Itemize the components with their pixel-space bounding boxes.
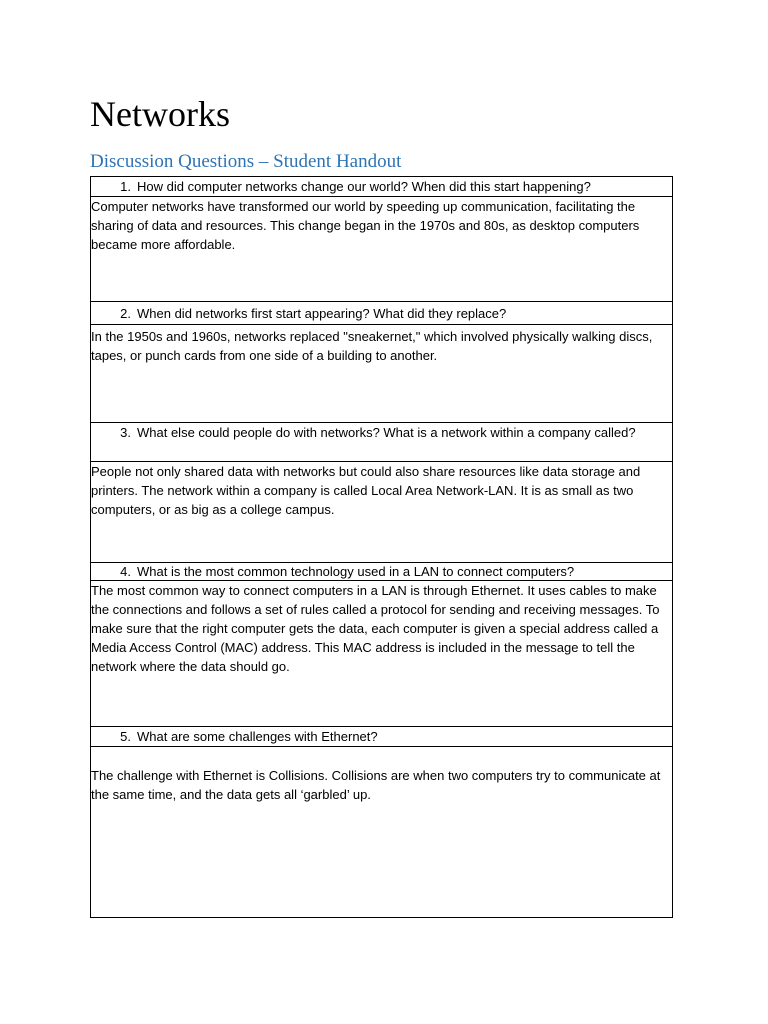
page-subtitle: Discussion Questions – Student Handout [90, 151, 402, 172]
question-number: 2. [120, 306, 131, 321]
question-number: 1. [120, 179, 131, 194]
question-text: When did networks first start appearing? What did they replace? [137, 306, 507, 321]
question-text: What else could people do with networks? What is a network within a company called? [137, 425, 636, 440]
question-cell [91, 727, 673, 747]
answer-row [91, 747, 673, 918]
answer-row [91, 462, 673, 563]
question-text: What is the most common technology used in a LAN to connect computers? [137, 564, 575, 579]
question-row [91, 563, 673, 581]
answer-text: People not only shared data with networks but could also share resources like data storage and printers. The network within a company is called Local Area Network-LAN. It is as small as two computers, or as big as a college campus. [91, 464, 641, 517]
answer-cell [91, 581, 673, 727]
answer-row [91, 325, 673, 423]
answer-text: The challenge with Ethernet is Collisions. Collisions are when two computers try to communicate at the same time, and the data gets all ‘garbled’ up. [91, 768, 661, 802]
answer-text: The most common way to connect computers in a LAN is through Ethernet. It uses cables to make the connections and follows a set of rules called a protocol for sending and receiving messages. To make sure that the right computer gets the data, each computer is given a special address called a Media Access Control (MAC) address. This MAC address is included in the message to tell the network where the data should go. [91, 583, 660, 674]
question-text: What are some challenges with Ethernet? [137, 729, 378, 744]
question-cell [91, 177, 673, 197]
page-title: Networks [90, 94, 230, 134]
questions-table [90, 176, 673, 918]
question-number: 5. [120, 729, 131, 744]
answer-cell [91, 462, 673, 563]
answer-cell [91, 325, 673, 423]
question-row [91, 727, 673, 747]
question-number: 4. [120, 564, 131, 579]
answer-cell [91, 747, 673, 918]
answer-row [91, 197, 673, 302]
question-cell [91, 563, 673, 581]
question-cell [91, 423, 673, 462]
question-row [91, 302, 673, 325]
question-number: 3. [120, 425, 131, 440]
answer-cell [91, 197, 673, 302]
question-row [91, 423, 673, 462]
answer-text: In the 1950s and 1960s, networks replaced "sneakernet," which involved physically walking discs, tapes, or punch cards from one side of a building to another. [91, 329, 653, 363]
answer-row [91, 581, 673, 727]
question-text: How did computer networks change our world? When did this start happening? [137, 179, 591, 194]
answer-text: Computer networks have transformed our world by speeding up communication, facilitating the sharing of data and resources. This change began in the 1970s and 80s, as desktop computers became more affordable. [91, 199, 640, 252]
question-row [91, 177, 673, 197]
question-cell [91, 302, 673, 325]
